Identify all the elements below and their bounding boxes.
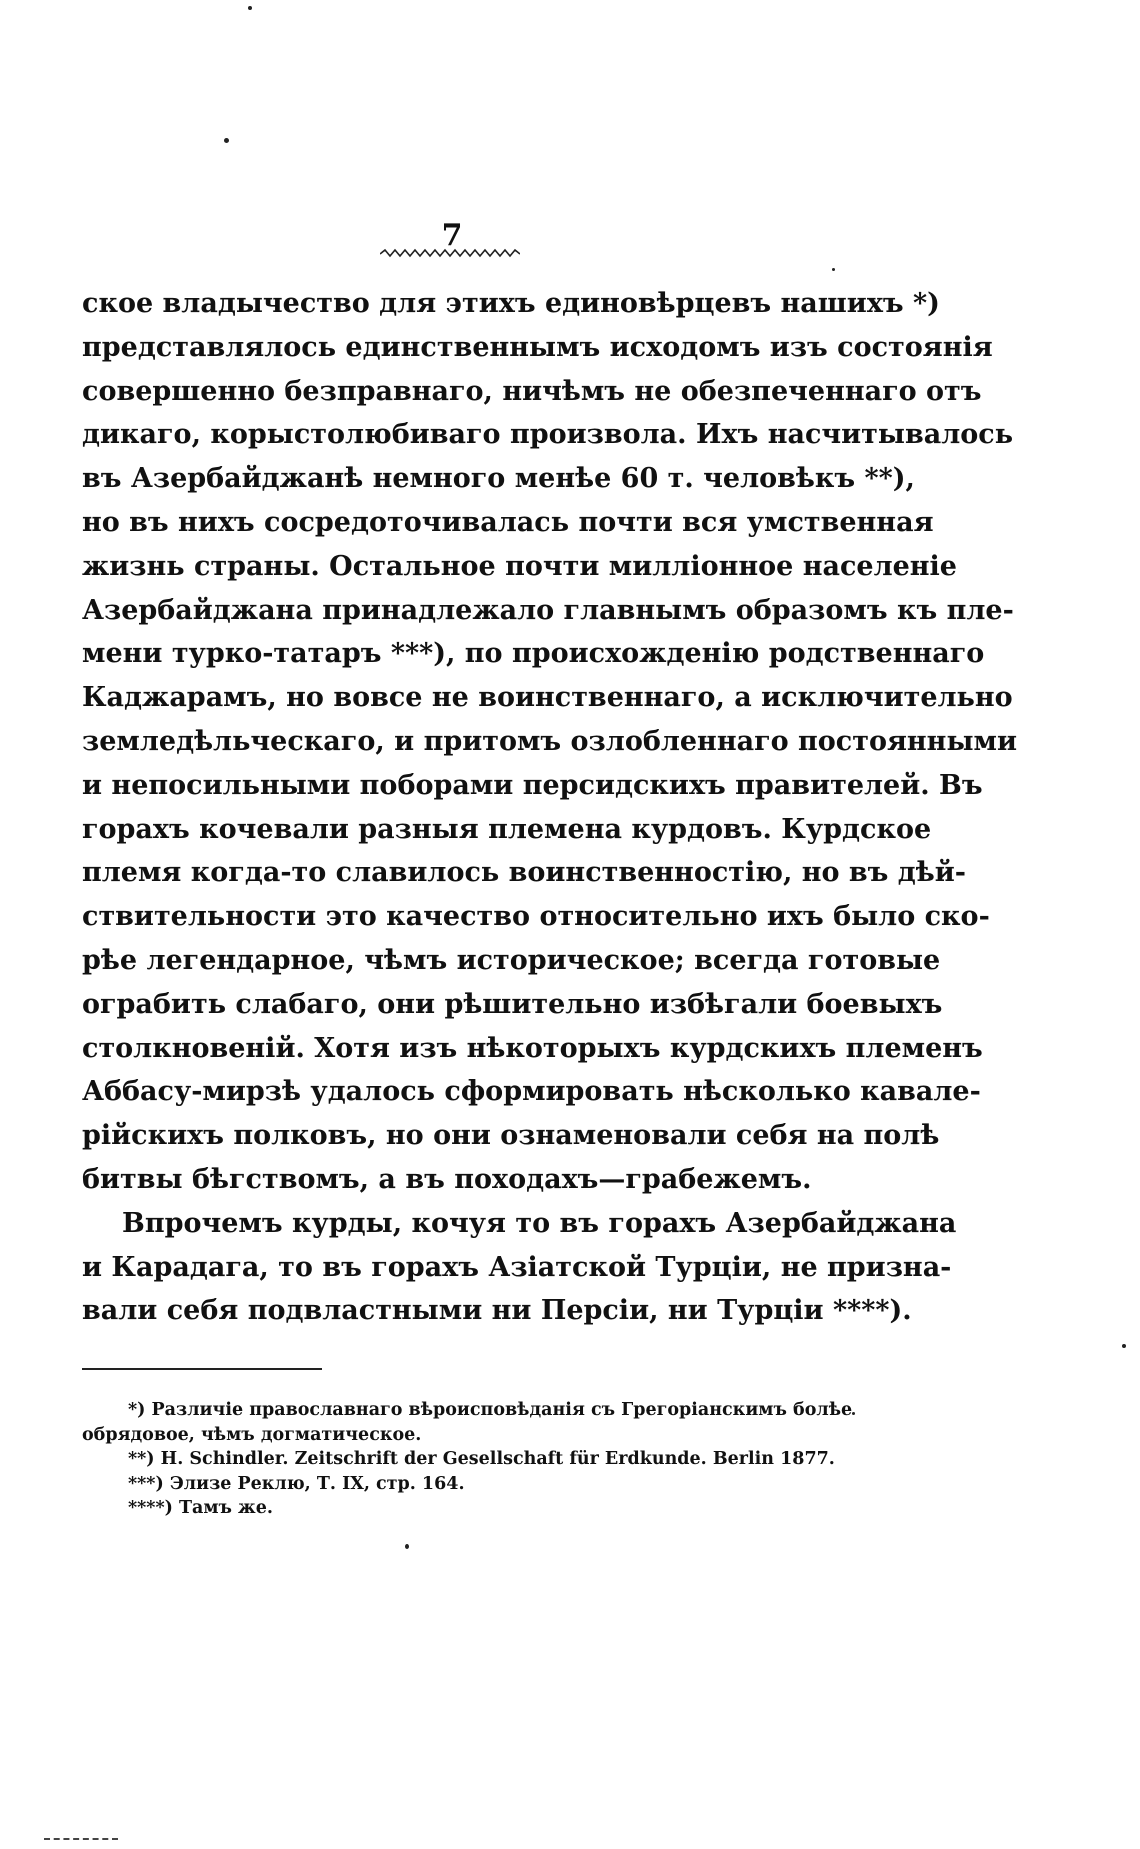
- text-line: рѣе легендарное, чѣмъ историческое; всегда готовые: [82, 944, 941, 976]
- text-line: племя когда-то славилось воинственностію, но въ дѣй-: [82, 857, 966, 889]
- main-text: [82, 282, 1017, 1333]
- text-line: Впрочемъ курды, кочуя то въ горахъ Азербайджана: [122, 1207, 957, 1239]
- footnote-separator: [82, 1368, 322, 1370]
- text-line: но въ нихъ сосредоточивалась почти вся умственная: [82, 506, 934, 538]
- page-number: 7: [441, 218, 463, 253]
- scan-speck: [224, 138, 229, 143]
- text-line: и непосильными поборами персидскихъ правителей. Въ: [82, 769, 983, 801]
- text-line: ское владычество для этихъ единовѣрцевъ нашихъ *): [82, 288, 940, 319]
- text-line: жизнь страны. Остальное почти милліонное населеніе: [82, 550, 957, 582]
- scan-speck: [1122, 1344, 1126, 1348]
- page-number-ornament: [380, 248, 520, 260]
- scan-speck: [832, 268, 835, 271]
- text-line: рійскихъ полковъ, но они ознаменовали себя на полѣ: [82, 1120, 940, 1152]
- footnotes: [82, 1398, 853, 1521]
- text-line: горахъ кочевали разныя племена курдовъ. Курдское: [82, 813, 932, 845]
- footnote-4: ****) Тамъ же.: [128, 1498, 273, 1518]
- text-line: совершенно безправнаго, ничѣмъ не обезпеченнаго отъ: [82, 375, 982, 407]
- text-line: мени турко-татаръ ***), по происхожденію родственнаго: [82, 638, 985, 670]
- text-line: Каджарамъ, но вовсе не воинственнаго, а исключительно: [82, 682, 1013, 714]
- text-line: битвы бѣгствомъ, а въ походахъ—грабежемъ.: [82, 1163, 812, 1195]
- text-line: ограбить слабаго, они рѣшительно избѣгали боевыхъ: [82, 988, 943, 1020]
- text-line: столкновеній. Хотя изъ нѣкоторыхъ курдскихъ племенъ: [82, 1032, 983, 1064]
- scan-speck: [248, 6, 252, 10]
- text-line: ствительности это качество относительно ихъ было ско-: [82, 901, 990, 933]
- scan-edge-mark: [44, 1838, 118, 1840]
- text-line: Азербайджана принадлежало главнымъ образомъ къ пле-: [82, 594, 1014, 626]
- text-line: вали себя подвластными ни Персіи, ни Турціи ****).: [82, 1295, 912, 1327]
- text-line: и Карадага, то въ горахъ Азіатской Турціи, не призна-: [82, 1251, 952, 1283]
- footnote-1-continued: обрядовое, чѣмъ догматическое.: [82, 1424, 422, 1445]
- text-line: земледѣльческаго, и притомъ озлобленнаго постоянными: [82, 725, 1017, 757]
- text-line: Аббасу-мирзѣ удалось сформировать нѣсколько кавале-: [82, 1076, 981, 1108]
- footnote-1: *) Различіе православнаго вѣроисповѣданія съ Грегоріанскимъ болѣе: [128, 1400, 853, 1420]
- footnote-2: **) H. Schindler. Zeitschrift der Gesellschaft für Erdkunde. Berlin 1877.: [128, 1449, 835, 1469]
- footnote-3: ***) Элизе Реклю, Т. IX, стр. 164.: [128, 1473, 465, 1494]
- text-line: въ Азербайджанѣ немного менѣе 60 т. человѣкъ **),: [82, 463, 915, 495]
- scan-speck: [405, 1544, 409, 1549]
- text-line: представлялось единственнымъ исходомъ изъ состоянія: [82, 331, 993, 363]
- scan-speck: [852, 1412, 855, 1415]
- text-line: дикаго, корыстолюбиваго произвола. Ихъ насчитывалось: [82, 419, 1014, 451]
